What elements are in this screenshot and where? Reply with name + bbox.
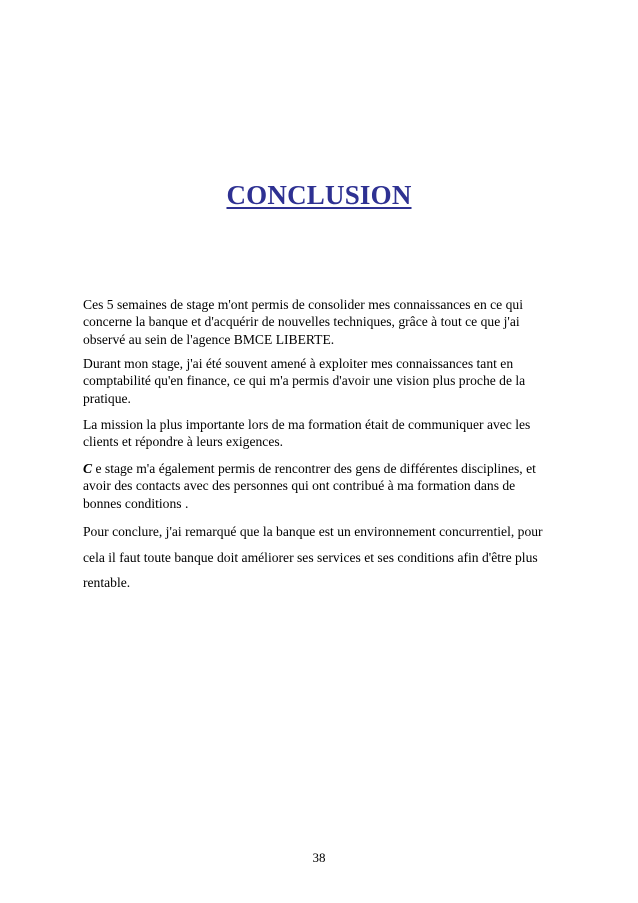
paragraph-3: La mission la plus importante lors de ma formation était de communiquer avec les clients et répondre à leurs exigences. [83,417,531,450]
paragraph-1: Ces 5 semaines de stage m'ont permis de consolider mes connaissances en ce qui concerne la banque et d'acquérir de nouvelles techniques, grâce à tout ce que j'ai observé au sein de l'agence BMCE LIBERTE. [83,297,523,347]
paragraph-5: Pour conclure, j'ai remarqué que la banque est un environnement concurrentiel, pour cela il faut toute banque doit améliorer ses services et ses conditions afin d'être plus rentable. [83,524,543,590]
paragraph-4-text: e stage m'a également permis de rencontrer des gens de différentes disciplines, et avoir des contacts avec des personnes qui ont contribué à ma formation dans de bonnes conditions . [83,461,536,511]
page-title: CONCLUSION [226,180,412,210]
page-number: 38 [312,850,326,865]
paragraph-4 [83,460,553,512]
paragraph-4-initial: C [83,461,93,476]
paragraph-2: Durant mon stage, j'ai été souvent amené à exploiter mes connaissances tant en comptabilité qu'en finance, ce qui m'a permis d'avoir une vision plus proche de la pratique. [83,356,526,406]
